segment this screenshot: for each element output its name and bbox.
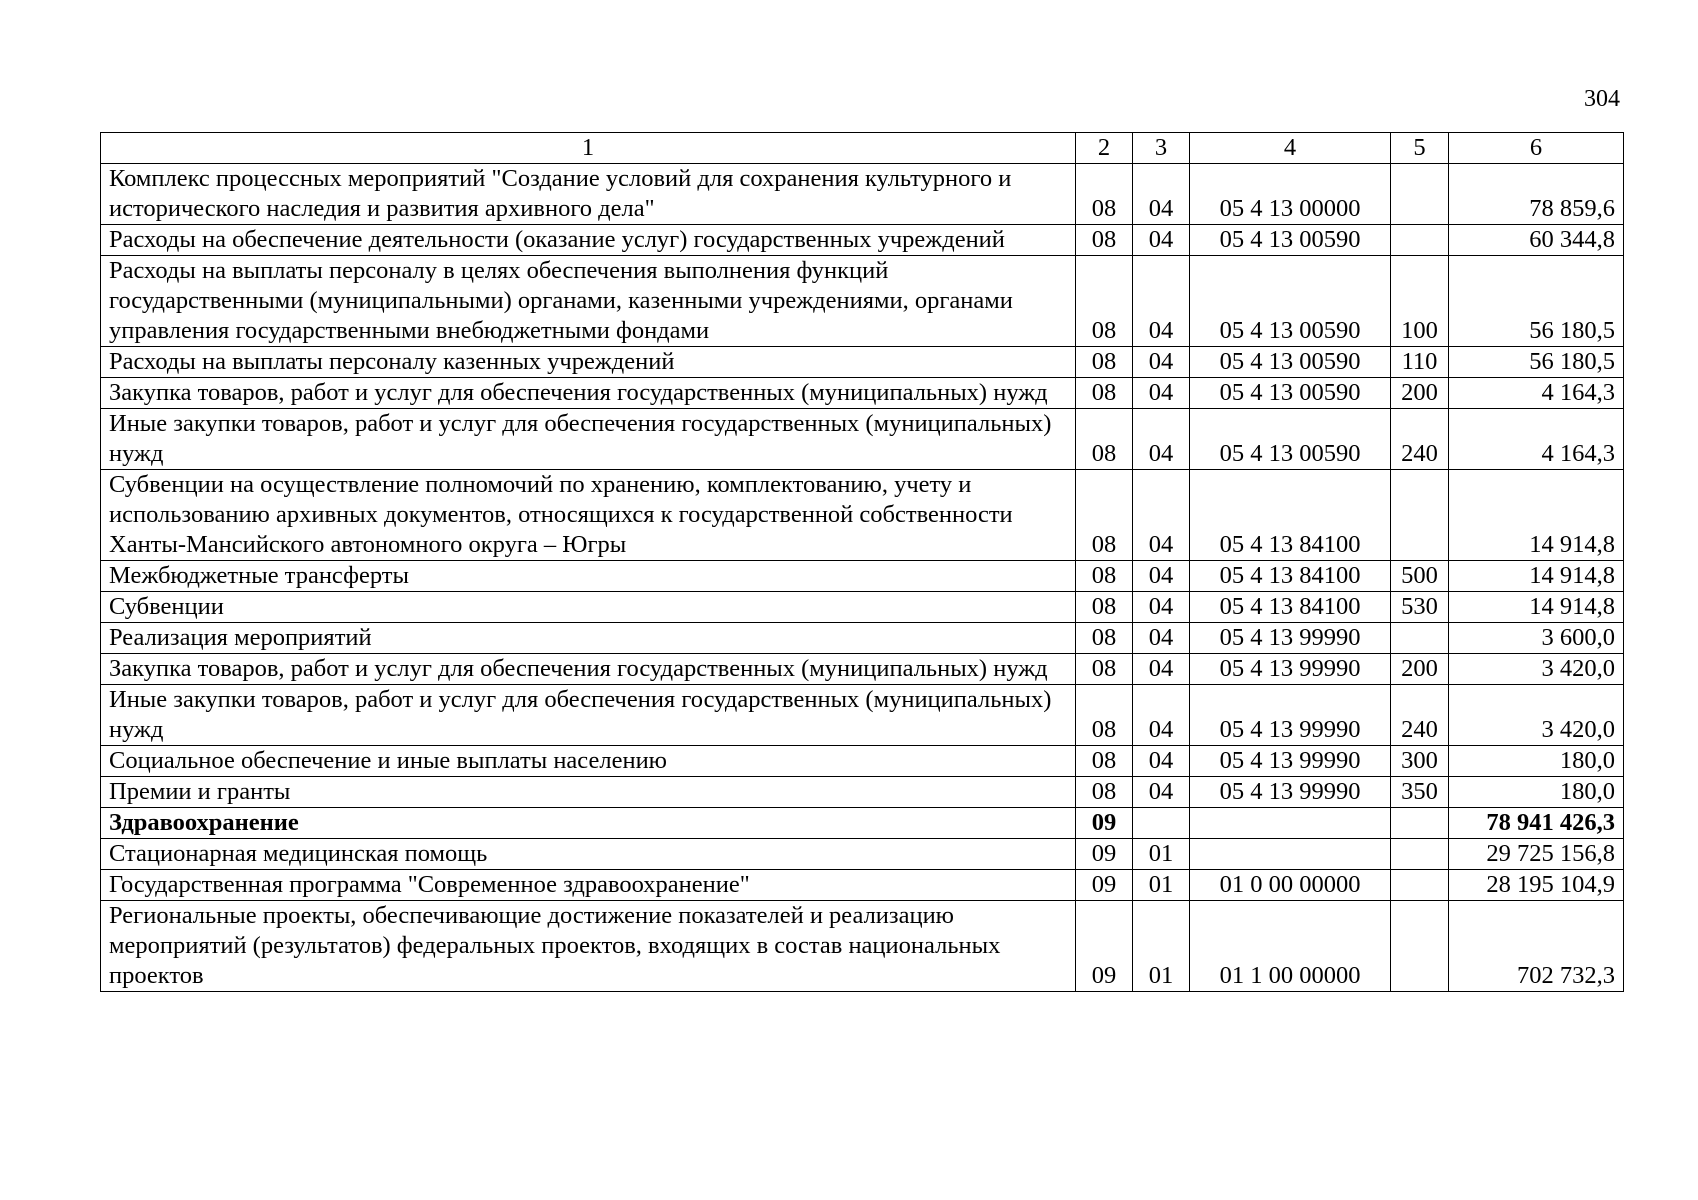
header-col-6: 6: [1449, 133, 1624, 164]
row-section-cell: 08: [1076, 777, 1133, 808]
row-amount-cell: 78 859,6: [1449, 164, 1624, 225]
row-expense-type-cell: 200: [1391, 654, 1449, 685]
row-subsection-cell: 04: [1133, 470, 1190, 561]
row-target-article-cell: 05 4 13 84100: [1190, 592, 1391, 623]
row-subsection-cell: 04: [1133, 225, 1190, 256]
row-expense-type-cell: [1391, 623, 1449, 654]
row-expense-type-cell: 500: [1391, 561, 1449, 592]
row-amount-cell: 29 725 156,8: [1449, 839, 1624, 870]
row-name-cell: Комплекс процессных мероприятий "Создание условий для сохранения культурного и исторического наследия и развития архивного дела": [101, 164, 1076, 225]
row-subsection-cell: 04: [1133, 746, 1190, 777]
row-section-cell: 08: [1076, 225, 1133, 256]
row-section-cell: 08: [1076, 561, 1133, 592]
row-subsection-cell: [1133, 808, 1190, 839]
table-row: [101, 777, 1624, 808]
row-amount-cell: 56 180,5: [1449, 347, 1624, 378]
row-subsection-cell: 04: [1133, 592, 1190, 623]
row-section-cell: 08: [1076, 378, 1133, 409]
row-amount-cell: 4 164,3: [1449, 378, 1624, 409]
row-name-cell: Стационарная медицинская помощь: [101, 839, 1076, 870]
table-row: [101, 870, 1624, 901]
row-target-article-cell: 05 4 13 00590: [1190, 347, 1391, 378]
row-section-cell: 08: [1076, 592, 1133, 623]
row-target-article-cell: 05 4 13 00590: [1190, 409, 1391, 470]
table-body: [101, 164, 1624, 992]
row-amount-cell: 56 180,5: [1449, 256, 1624, 347]
row-subsection-cell: 04: [1133, 654, 1190, 685]
table-row: [101, 901, 1624, 992]
table-row: [101, 347, 1624, 378]
row-target-article-cell: 05 4 13 00590: [1190, 225, 1391, 256]
row-target-article-cell: 01 0 00 00000: [1190, 870, 1391, 901]
row-amount-cell: 3 420,0: [1449, 685, 1624, 746]
row-expense-type-cell: 530: [1391, 592, 1449, 623]
row-section-cell: 09: [1076, 870, 1133, 901]
row-section-cell: 08: [1076, 470, 1133, 561]
row-expense-type-cell: 240: [1391, 409, 1449, 470]
row-amount-cell: 702 732,3: [1449, 901, 1624, 992]
row-expense-type-cell: [1391, 808, 1449, 839]
header-col-1: 1: [101, 133, 1076, 164]
row-expense-type-cell: [1391, 470, 1449, 561]
row-name-cell: Региональные проекты, обеспечивающие достижение показателей и реализацию мероприятий (результатов) федеральных проектов, входящих в состав национальных проектов: [101, 901, 1076, 992]
row-name-cell: Закупка товаров, работ и услуг для обеспечения государственных (муниципальных) нужд: [101, 654, 1076, 685]
table-header-row: [101, 133, 1624, 164]
table-row: [101, 409, 1624, 470]
row-target-article-cell: 05 4 13 84100: [1190, 561, 1391, 592]
row-section-cell: 08: [1076, 164, 1133, 225]
row-target-article-cell: [1190, 808, 1391, 839]
row-name-cell: Расходы на выплаты персоналу в целях обеспечения выполнения функций государственными (муниципальными) органами, казенными учреждениями, органами управления государственными внебюджетными фондами: [101, 256, 1076, 347]
header-col-4: 4: [1190, 133, 1391, 164]
row-amount-cell: 180,0: [1449, 746, 1624, 777]
row-target-article-cell: 05 4 13 99990: [1190, 685, 1391, 746]
row-expense-type-cell: 240: [1391, 685, 1449, 746]
table-row: [101, 225, 1624, 256]
row-amount-cell: 14 914,8: [1449, 561, 1624, 592]
row-subsection-cell: 04: [1133, 623, 1190, 654]
table-row: [101, 654, 1624, 685]
row-section-cell: 08: [1076, 746, 1133, 777]
table-row: [101, 561, 1624, 592]
row-section-cell: 08: [1076, 256, 1133, 347]
row-expense-type-cell: 350: [1391, 777, 1449, 808]
row-target-article-cell: 05 4 13 99990: [1190, 746, 1391, 777]
row-subsection-cell: 04: [1133, 777, 1190, 808]
row-expense-type-cell: [1391, 901, 1449, 992]
table-row: [101, 378, 1624, 409]
row-name-cell: Реализация мероприятий: [101, 623, 1076, 654]
budget-table: [100, 132, 1624, 992]
row-expense-type-cell: [1391, 870, 1449, 901]
row-section-cell: 09: [1076, 808, 1133, 839]
row-amount-cell: 14 914,8: [1449, 470, 1624, 561]
header-col-2: 2: [1076, 133, 1133, 164]
row-section-cell: 08: [1076, 654, 1133, 685]
row-subsection-cell: 04: [1133, 378, 1190, 409]
row-section-cell: 08: [1076, 347, 1133, 378]
row-name-cell: Государственная программа "Современное здравоохранение": [101, 870, 1076, 901]
row-subsection-cell: 04: [1133, 685, 1190, 746]
header-col-3: 3: [1133, 133, 1190, 164]
row-section-cell: 08: [1076, 685, 1133, 746]
row-target-article-cell: 01 1 00 00000: [1190, 901, 1391, 992]
row-section-cell: 08: [1076, 623, 1133, 654]
row-name-cell: Субвенции: [101, 592, 1076, 623]
header-col-5: 5: [1391, 133, 1449, 164]
row-name-cell: Закупка товаров, работ и услуг для обеспечения государственных (муниципальных) нужд: [101, 378, 1076, 409]
row-subsection-cell: 04: [1133, 561, 1190, 592]
row-amount-cell: 180,0: [1449, 777, 1624, 808]
row-expense-type-cell: 300: [1391, 746, 1449, 777]
row-target-article-cell: 05 4 13 99990: [1190, 654, 1391, 685]
row-expense-type-cell: [1391, 164, 1449, 225]
row-amount-cell: 78 941 426,3: [1449, 808, 1624, 839]
page-number: 304: [1584, 86, 1620, 112]
table-row: [101, 685, 1624, 746]
table-row: [101, 623, 1624, 654]
table-row: [101, 746, 1624, 777]
row-expense-type-cell: 200: [1391, 378, 1449, 409]
row-expense-type-cell: [1391, 839, 1449, 870]
row-target-article-cell: [1190, 839, 1391, 870]
row-section-cell: 08: [1076, 409, 1133, 470]
row-amount-cell: 3 600,0: [1449, 623, 1624, 654]
row-expense-type-cell: [1391, 225, 1449, 256]
table-row: [101, 256, 1624, 347]
row-subsection-cell: 04: [1133, 164, 1190, 225]
row-subsection-cell: 04: [1133, 409, 1190, 470]
row-amount-cell: 14 914,8: [1449, 592, 1624, 623]
row-subsection-cell: 01: [1133, 839, 1190, 870]
row-name-cell: Премии и гранты: [101, 777, 1076, 808]
table-row: [101, 839, 1624, 870]
row-amount-cell: 4 164,3: [1449, 409, 1624, 470]
row-target-article-cell: 05 4 13 99990: [1190, 777, 1391, 808]
row-name-cell: Иные закупки товаров, работ и услуг для обеспечения государственных (муниципальных) нужд: [101, 685, 1076, 746]
row-name-cell: Здравоохранение: [101, 808, 1076, 839]
table-row: [101, 470, 1624, 561]
row-name-cell: Субвенции на осуществление полномочий по хранению, комплектованию, учету и использованию архивных документов, относящихся к государственной собственности Ханты-Мансийского автономного округа – Югры: [101, 470, 1076, 561]
row-expense-type-cell: 100: [1391, 256, 1449, 347]
row-name-cell: Социальное обеспечение и иные выплаты населению: [101, 746, 1076, 777]
row-section-cell: 09: [1076, 901, 1133, 992]
row-subsection-cell: 04: [1133, 347, 1190, 378]
row-subsection-cell: 01: [1133, 901, 1190, 992]
row-name-cell: Иные закупки товаров, работ и услуг для обеспечения государственных (муниципальных) нужд: [101, 409, 1076, 470]
row-name-cell: Расходы на выплаты персоналу казенных учреждений: [101, 347, 1076, 378]
row-expense-type-cell: 110: [1391, 347, 1449, 378]
row-target-article-cell: 05 4 13 99990: [1190, 623, 1391, 654]
row-amount-cell: 60 344,8: [1449, 225, 1624, 256]
row-name-cell: Межбюджетные трансферты: [101, 561, 1076, 592]
row-section-cell: 09: [1076, 839, 1133, 870]
table-row: [101, 808, 1624, 839]
row-target-article-cell: 05 4 13 00000: [1190, 164, 1391, 225]
row-target-article-cell: 05 4 13 00590: [1190, 378, 1391, 409]
row-name-cell: Расходы на обеспечение деятельности (оказание услуг) государственных учреждений: [101, 225, 1076, 256]
table-row: [101, 164, 1624, 225]
row-amount-cell: 3 420,0: [1449, 654, 1624, 685]
row-target-article-cell: 05 4 13 00590: [1190, 256, 1391, 347]
row-amount-cell: 28 195 104,9: [1449, 870, 1624, 901]
row-subsection-cell: 01: [1133, 870, 1190, 901]
row-target-article-cell: 05 4 13 84100: [1190, 470, 1391, 561]
row-subsection-cell: 04: [1133, 256, 1190, 347]
table-row: [101, 592, 1624, 623]
